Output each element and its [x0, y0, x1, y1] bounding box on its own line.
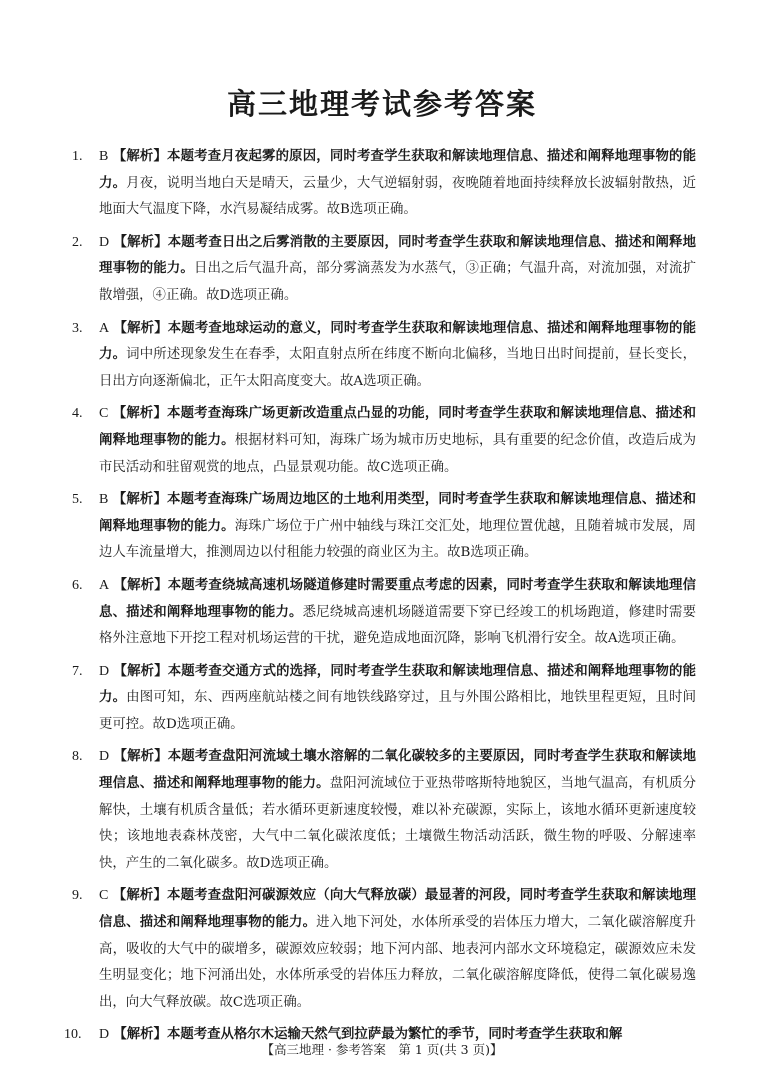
answer-item-6: [72, 573, 696, 653]
item-lead: 【解析】本题考查盘阳河流域土壤水溶解的二氧化碳较多的主要原因，同时考查学生获取和解读地理信息、描述和阐释地理事物的能力。: [99, 749, 696, 792]
item-number: 5.: [72, 492, 83, 508]
item-number: 4.: [72, 406, 83, 422]
page-footer: 【高三地理 · 参考答案 第 1 页(共 3 页)】: [261, 1042, 503, 1057]
item-number: 2.: [72, 234, 83, 250]
item-answer: D: [99, 1027, 110, 1043]
item-answer: A: [99, 320, 110, 336]
item-answer: D: [99, 234, 110, 250]
item-number: 9.: [72, 888, 83, 904]
item-answer: A: [99, 577, 110, 593]
item-body: 进入地下河处，水体所承受的岩体压力增大，二氧化碳溶解度升高，吸收的大气中的碳增多，碳源效应较弱；地下河内部、地表河内部水文环境稳定，碳源效应未发生明显变化；地下河涌出处，水体所承受的岩体压力释放，二氧化碳溶解度降低，使得二氧化碳易逸出，向大气释放碳。故C选项正确。: [99, 915, 696, 1010]
item-number: 3.: [72, 320, 83, 336]
answer-item-2: [72, 230, 696, 310]
item-number: 10.: [64, 1027, 82, 1043]
item-body: 悉尼绕城高速机场隧道需要下穿已经竣工的机场跑道，修建时需要格外注意地下开挖工程对机场运营的干扰，避免造成地面沉降，影响飞机滑行安全。故A选项正确。: [99, 604, 697, 647]
item-lead: 【解析】本题考查地球运动的意义，同时考查学生获取和解读地理信息、描述和阐释地理事物的能力。: [99, 320, 696, 363]
answer-item-8: [72, 744, 696, 877]
answer-item-7: [72, 659, 696, 739]
item-body: 盘阳河流域位于亚热带喀斯特地貌区，当地气温高，有机质分解快，土壤有机质含量低；若水循环更新速度较慢，难以补充碳源，实际上，该地水循环更新速度较快；该地地表森林茂密，大气中二氧化碳浓度低；土壤微生物活动活跃，微生物的呼吸、分解速率快，产生的二氧化碳多。故D选项正确。: [99, 776, 697, 871]
item-number: 6.: [72, 577, 83, 593]
answer-item-4: [72, 401, 696, 481]
page-title: 高三地理考试参考答案: [226, 87, 537, 121]
item-lead: 【解析】本题考查盘阳河碳源效应（向大气释放碳）最显著的河段，同时考查学生获取和解读地理信息、描述和阐释地理事物的能力。: [99, 888, 696, 931]
item-lead: 【解析】本题考查从格尔木运输天然气到拉萨最为繁忙的季节，同时考查学生获取和解: [113, 1027, 623, 1043]
item-answer: C: [99, 888, 109, 904]
item-lead: 【解析】本题考查月夜起雾的原因，同时考查学生获取和解读地理信息、描述和阐释地理事物的能力。: [99, 149, 696, 191]
answer-item-9: [72, 883, 696, 1016]
item-body: 日出之后气温升高，部分雾滴蒸发为水蒸气，③正确；气温升高，对流加强，对流扩散增强，④正确。故D选项正确。: [99, 261, 697, 303]
answer-list: [64, 144, 697, 1055]
item-lead: 【解析】本题考查日出之后雾消散的主要原因，同时考查学生获取和解读地理信息、描述和阐释地理事物的能力。: [99, 234, 696, 277]
answer-item-3: [72, 316, 696, 396]
item-number: 1.: [72, 149, 83, 164]
item-answer: D: [99, 749, 110, 765]
answer-item-5: [72, 487, 696, 567]
item-body: 月夜，说明当地白天是晴天，云量少，大气逆辐射弱，夜晚随着地面持续释放长波辐射散热，近地面大气温度下降，水汽易凝结成雾。故B选项正确。: [99, 175, 697, 218]
item-number: 8.: [72, 749, 83, 765]
item-answer: D: [99, 663, 110, 679]
item-lead: 【解析】本题考查海珠广场更新改造重点凸显的功能，同时考查学生获取和解读地理信息、描述和阐释地理事物的能力。: [99, 406, 696, 448]
answer-item-1: [72, 144, 696, 224]
item-body: 词中所述现象发生在春季，太阳直射点所在纬度不断向北偏移，当地日出时间提前，昼长变长，日出方向逐渐偏北，正午太阳高度变大。故A选项正确。: [99, 347, 697, 389]
item-lead: 【解析】本题考查交通方式的选择，同时考查学生获取和解读地理信息、描述和阐释地理事物的能力。: [99, 663, 696, 706]
item-lead: 【解析】本题考查海珠广场周边地区的土地利用类型，同时考查学生获取和解读地理信息、描述和阐释地理事物的能力。: [99, 492, 696, 534]
item-answer: C: [99, 406, 109, 422]
item-answer: B: [99, 149, 109, 164]
item-body: 由图可知，东、西两座航站楼之间有地铁线路穿过，且与外围公路相比，地铁里程更短，且时间更可控。故D选项正确。: [99, 690, 697, 732]
item-body: 根据材料可知，海珠广场为城市历史地标，具有重要的纪念价值，改造后成为市民活动和驻留观赏的地点，凸显景观功能。故C选项正确。: [99, 432, 697, 475]
item-lead: 【解析】本题考查绕城高速机场隧道修建时需要重点考虑的因素，同时考查学生获取和解读地理信息、描述和阐释地理事物的能力。: [99, 577, 696, 620]
item-answer: B: [99, 492, 109, 508]
item-body: 海珠广场位于广州中轴线与珠江交汇处，地理位置优越，且随着城市发展，周边人车流量增大，推测周边以付租能力较强的商业区为主。故B选项正确。: [99, 518, 697, 561]
item-number: 7.: [72, 663, 83, 679]
